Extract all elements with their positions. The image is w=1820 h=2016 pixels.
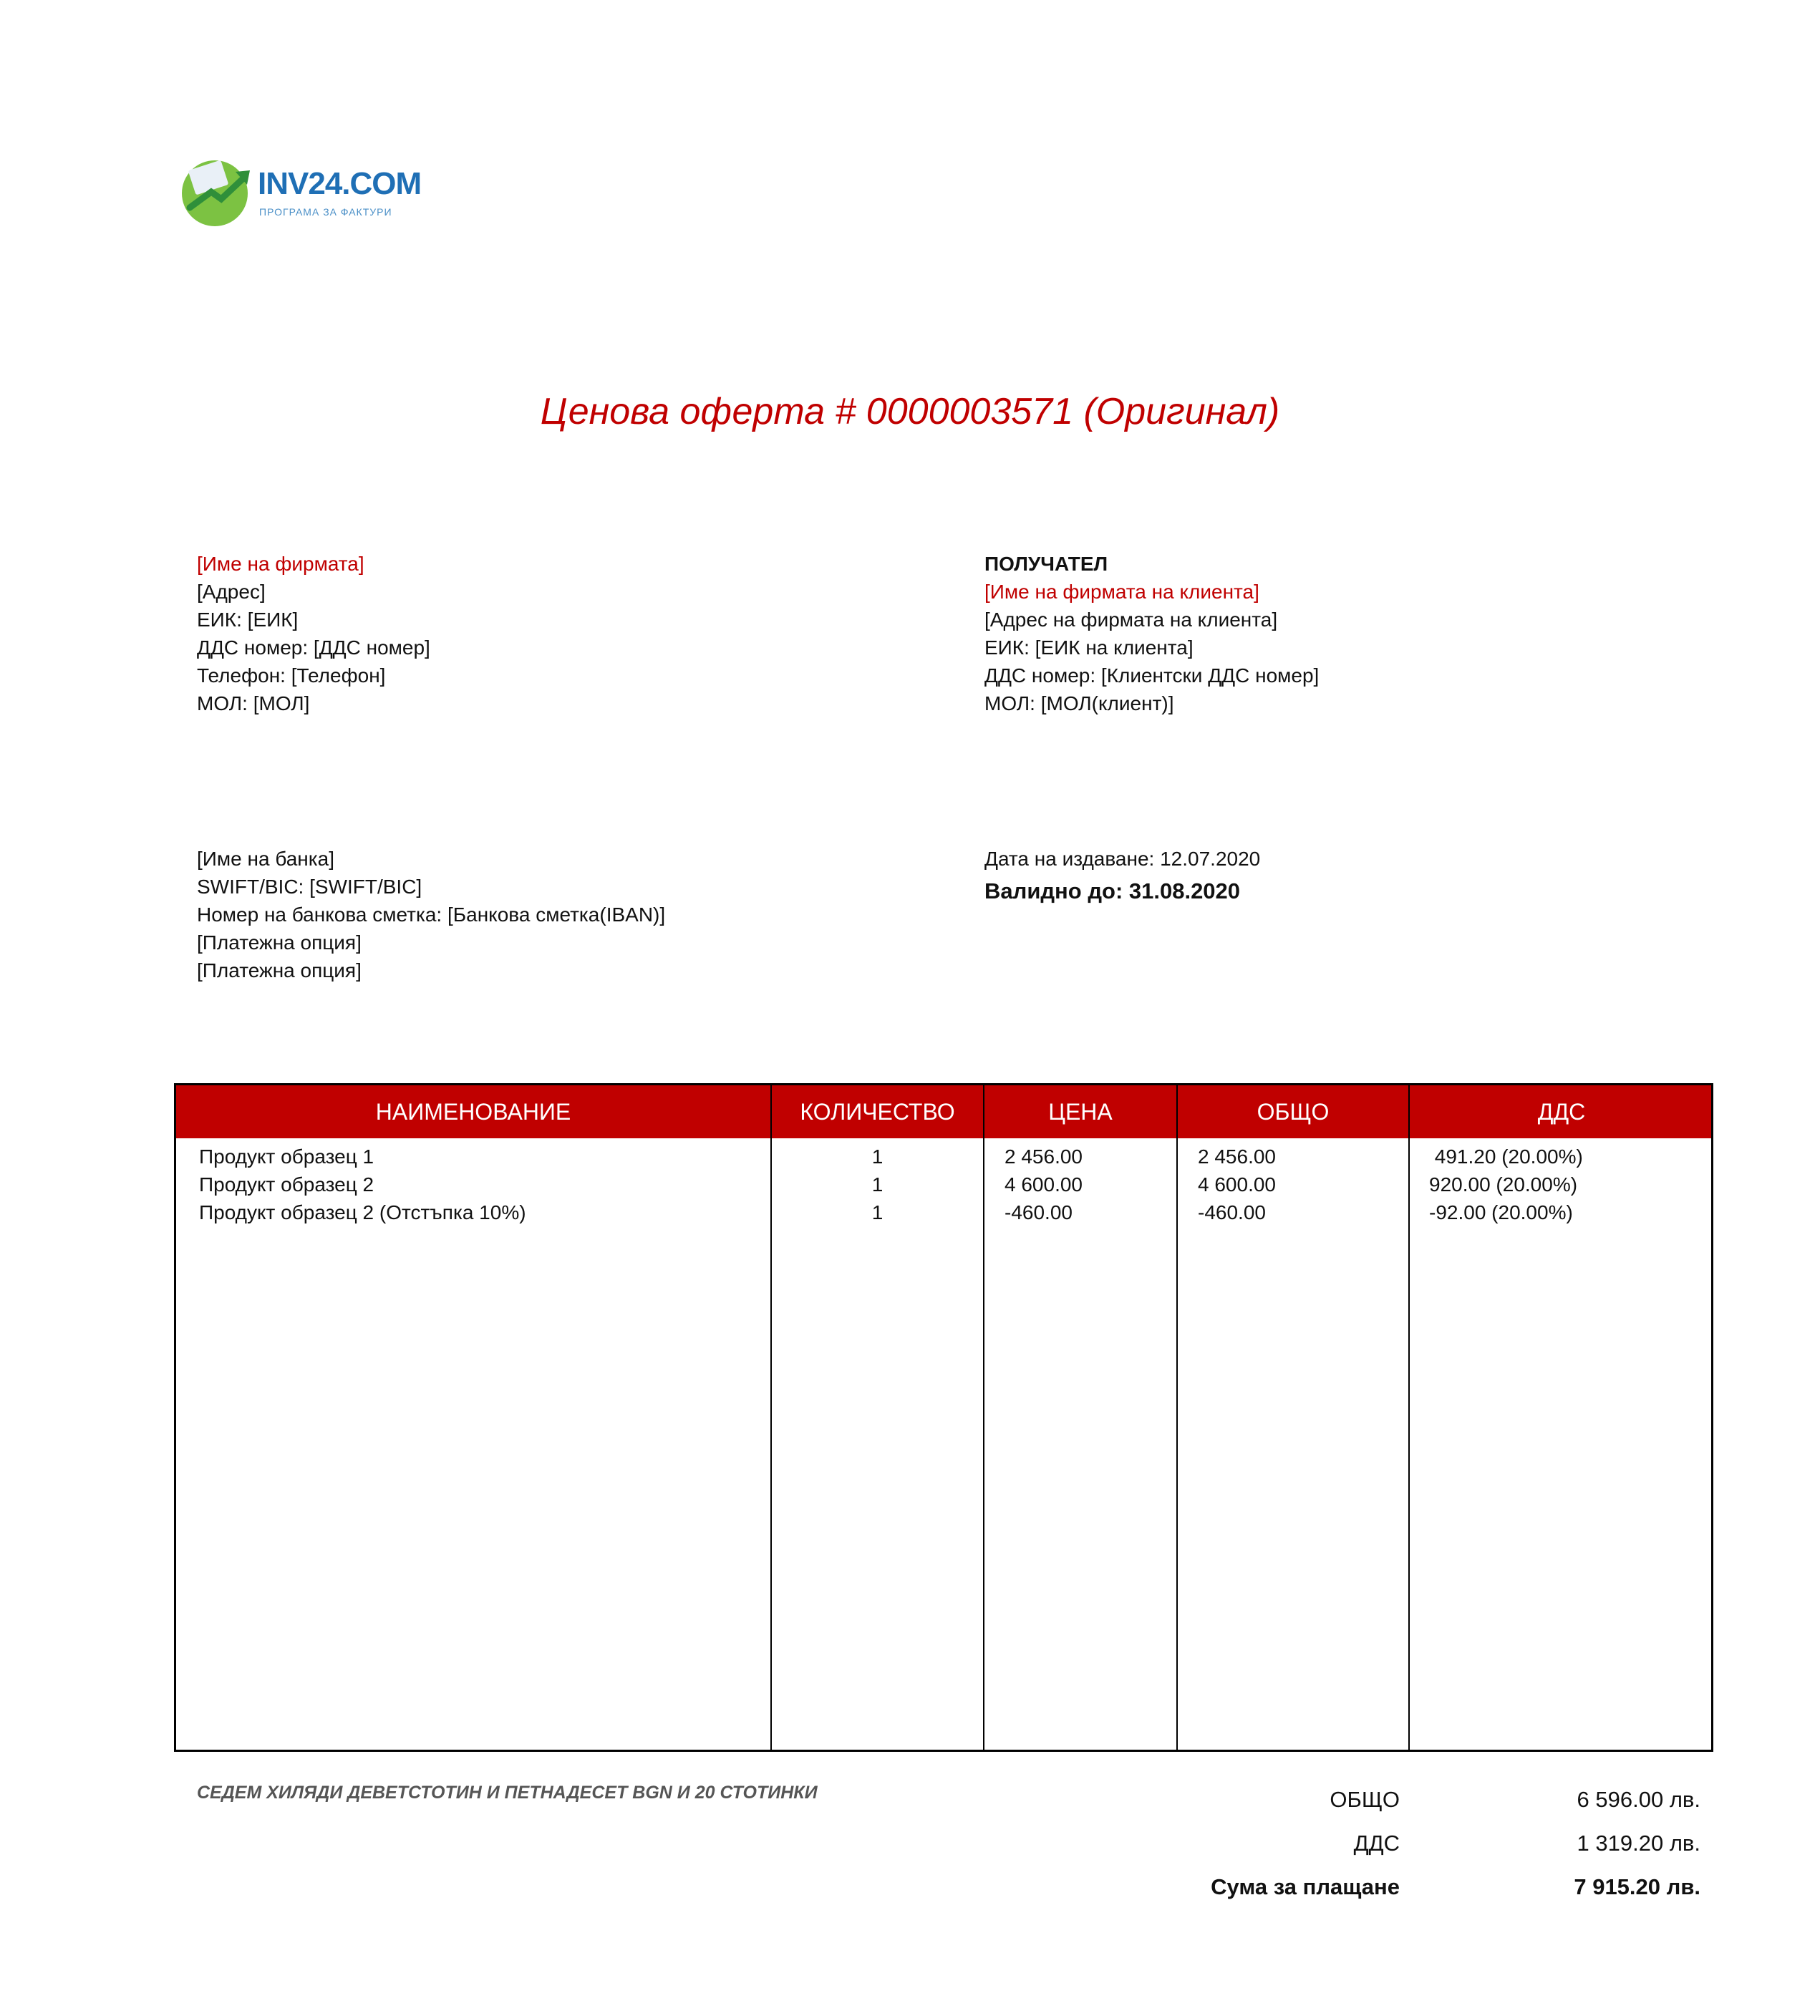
seller-mol: МОЛ: [МОЛ] <box>197 692 310 714</box>
logo-name: INV24.COM <box>258 166 422 201</box>
seller-phone: Телефон: [Телефон] <box>197 664 386 687</box>
recipient-mol: МОЛ: [МОЛ(клиент)] <box>984 692 1174 714</box>
row-total: -460.00 <box>1198 1201 1266 1223</box>
recipient-heading: ПОЛУЧАТЕЛ <box>984 553 1108 575</box>
amount-in-words: СЕДЕМ ХИЛЯДИ ДЕВЕТСТОТИН И ПЕТНАДЕСЕТ BGN И 20 СТОТИНКИ <box>197 1783 818 1803</box>
seller-vat: ДДС номер: [ДДС номер] <box>197 636 430 659</box>
bank-name: [Име на банка] <box>197 848 334 870</box>
row-quantity: 1 <box>871 1173 884 1196</box>
recipient-name: [Име на фирмата на клиента] <box>984 581 1259 603</box>
column-divider <box>1176 1085 1178 1750</box>
seller-name: [Име на фирмата] <box>197 553 364 575</box>
bank-swift: SWIFT/BIC: [SWIFT/BIC] <box>197 876 422 898</box>
header-quantity: КОЛИЧЕСТВО <box>800 1099 955 1125</box>
table-header <box>176 1085 1711 1138</box>
seller-details <box>197 550 430 717</box>
amount-due-value: 7 915.20 лв. <box>1574 1874 1700 1899</box>
items-table <box>174 1083 1713 1752</box>
document-title: Ценова оферта # 0000003571 (Оригинал) <box>540 391 1280 432</box>
row-total: 4 600.00 <box>1198 1173 1276 1196</box>
row-total: 2 456.00 <box>1198 1145 1276 1168</box>
header-name: НАИМЕНОВАНИЕ <box>375 1099 571 1125</box>
row-price: 4 600.00 <box>1005 1173 1083 1196</box>
subtotal-label: ОБЩО <box>1330 1787 1400 1812</box>
header-price: ЦЕНА <box>1048 1099 1113 1125</box>
recipient-vat: ДДС номер: [Клиентски ДДС номер] <box>984 664 1320 687</box>
column-divider <box>1408 1085 1410 1750</box>
bank-payment-option: [Платежна опция] <box>197 959 362 982</box>
vat-value: 1 319.20 лв. <box>1577 1831 1700 1856</box>
seller-address: [Адрес] <box>197 581 266 603</box>
row-price: -460.00 <box>1005 1201 1073 1223</box>
logo-mark-icon <box>175 152 254 231</box>
bank-account: Номер на банкова сметка: [Банкова сметка(IBAN)] <box>197 903 666 926</box>
row-price: 2 456.00 <box>1005 1145 1083 1168</box>
recipient-details <box>984 550 1319 717</box>
vat-label: ДДС <box>1353 1831 1400 1856</box>
header-vat: ДДС <box>1537 1099 1586 1125</box>
bank-details <box>197 845 665 984</box>
subtotal-value: 6 596.00 лв. <box>1577 1787 1700 1812</box>
document-dates <box>984 845 1260 905</box>
seller-eik: ЕИК: [ЕИК] <box>197 609 299 631</box>
column-divider <box>983 1085 984 1750</box>
row-name: Продукт образец 2 <box>199 1173 374 1196</box>
row-quantity: 1 <box>871 1145 884 1168</box>
valid-until: Валидно до: 31.08.2020 <box>984 878 1241 903</box>
row-vat: 491.20 (20.00%) <box>1429 1145 1583 1168</box>
row-vat: -92.00 (20.00%) <box>1429 1201 1573 1223</box>
recipient-address: [Адрес на фирмата на клиента] <box>984 609 1278 631</box>
company-logo <box>175 152 422 231</box>
header-total: ОБЩО <box>1257 1099 1330 1125</box>
recipient-eik: ЕИК: [ЕИК на клиента] <box>984 636 1194 659</box>
amount-due-label: Сума за плащане <box>1211 1874 1400 1899</box>
row-quantity: 1 <box>871 1201 884 1223</box>
row-name: Продукт образец 2 (Отстъпка 10%) <box>199 1201 526 1223</box>
row-vat: 920.00 (20.00%) <box>1429 1173 1578 1196</box>
bank-payment-option: [Платежна опция] <box>197 931 362 954</box>
row-name: Продукт образец 1 <box>199 1145 374 1168</box>
logo-tagline: ПРОГРАМА ЗА ФАКТУРИ <box>259 206 392 218</box>
issue-date: Дата на издаване: 12.07.2020 <box>984 848 1261 870</box>
